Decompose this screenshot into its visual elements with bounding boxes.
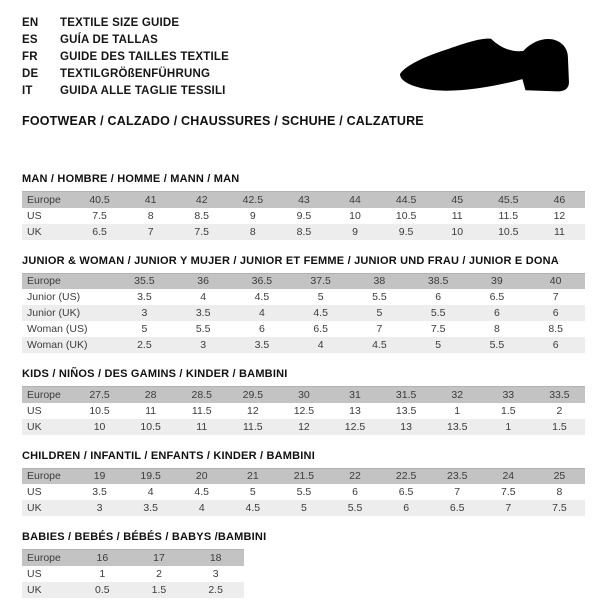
table-row-woman-uk [22, 337, 585, 353]
size-value: 4.5 [372, 339, 387, 351]
size-value: 5.5 [372, 291, 387, 303]
size-value: 0.5 [95, 583, 110, 596]
size-value: 38.5 [427, 275, 449, 288]
language-label: TEXTILE SIZE GUIDE [60, 17, 180, 29]
size-value: 33.5 [549, 388, 570, 401]
size-value: 46 [553, 193, 566, 206]
size-value: 4.5 [254, 291, 270, 303]
size-value: 7.5 [194, 225, 210, 238]
size-value: 5 [249, 486, 256, 498]
size-value: 4 [147, 486, 154, 498]
size-value: 5.5 [347, 502, 363, 514]
size-value: 3.5 [195, 307, 211, 319]
region-label: US [27, 404, 42, 417]
size-value: 8.5 [296, 225, 312, 238]
size-value: 1 [505, 420, 512, 433]
size-value: 4.5 [313, 307, 328, 319]
size-value: 40.5 [89, 193, 110, 206]
size-value: 6 [435, 291, 442, 303]
size-value: 35.5 [134, 275, 155, 288]
size-value: 6.5 [313, 323, 328, 335]
region-label: UK [27, 583, 42, 596]
size-value: 44 [349, 193, 361, 206]
table-title: CHILDREN / INFANTIL / ENFANTS / KINDER / BAMBINI [22, 449, 315, 462]
shoe-icon [400, 33, 572, 95]
size-tables [22, 173, 585, 598]
size-value: 3.5 [137, 291, 152, 303]
size-value: 8.5 [194, 209, 210, 222]
size-value: 10.5 [498, 225, 519, 238]
size-value: 17 [153, 551, 165, 564]
table-row-us [22, 208, 585, 224]
table-row-woman-us [22, 321, 585, 337]
language-label: GUIDA ALLE TAGLIE TESSILI [60, 85, 226, 97]
table-row-europe [22, 550, 244, 566]
table-row-us [22, 403, 585, 419]
size-value: 9 [352, 225, 358, 238]
language-row-en [22, 15, 585, 32]
size-value: 3.5 [254, 339, 270, 351]
table-row-junior-us [22, 289, 585, 305]
size-value: 8.5 [548, 323, 563, 335]
region-label: Europe [27, 551, 61, 564]
size-value: 27.5 [89, 388, 110, 401]
table-row-europe [22, 387, 585, 403]
size-value: 11 [553, 225, 565, 238]
size-value: 5.5 [430, 307, 446, 319]
size-value: 6.5 [92, 225, 107, 238]
region-label: US [27, 567, 42, 580]
region-label: Woman (UK) [27, 339, 88, 351]
size-value: 42 [195, 193, 208, 206]
size-value: 43 [298, 193, 310, 206]
size-value: 8 [556, 486, 563, 498]
region-label: Europe [27, 193, 61, 206]
size-table [22, 549, 244, 598]
size-value: 40 [549, 275, 562, 288]
size-table-section [22, 450, 585, 517]
size-table [22, 386, 585, 435]
size-value: 23.5 [446, 470, 468, 483]
size-value: 5 [435, 339, 442, 351]
size-value: 33 [502, 388, 515, 401]
table-row-europe [22, 273, 585, 289]
language-code: ES [22, 34, 38, 46]
size-value: 8 [147, 209, 154, 222]
size-value: 19 [93, 470, 106, 483]
size-value: 31 [349, 388, 361, 401]
page-header [22, 15, 585, 100]
size-value: 6.5 [449, 502, 465, 514]
size-value: 4.5 [194, 486, 210, 498]
size-value: 1.5 [500, 404, 516, 417]
size-value: 13.5 [446, 420, 468, 433]
table-title: KIDS / NIÑOS / DES GAMINS / KINDER / BAMBINI [22, 368, 288, 380]
size-value: 6 [493, 307, 500, 319]
size-value: 19.5 [140, 470, 161, 483]
language-label: GUÍA DE TALLAS [60, 34, 158, 46]
size-value: 6 [258, 323, 265, 335]
region-label: US [27, 209, 42, 222]
region-label: UK [27, 502, 42, 514]
region-label: Europe [27, 275, 61, 288]
size-value: 10.5 [89, 404, 110, 417]
table-title: BABIES / BEBÉS / BÉBÉS / BABYS /BAMBINI [22, 531, 267, 543]
size-value: 5.5 [296, 486, 312, 498]
size-value: 41 [144, 193, 157, 206]
size-value: 22.5 [395, 470, 417, 483]
size-value: 28.5 [191, 388, 212, 401]
size-value: 5.5 [489, 339, 505, 351]
region-label: Junior (US) [27, 291, 81, 303]
language-code: EN [22, 17, 39, 29]
size-value: 13.5 [395, 404, 417, 417]
size-value: 7 [376, 323, 383, 335]
size-value: 9.5 [398, 225, 414, 238]
size-value: 5 [301, 502, 307, 514]
table-row-europe [22, 192, 585, 208]
region-label: Europe [27, 470, 61, 483]
size-value: 5 [141, 323, 148, 335]
size-value: 7.5 [430, 323, 446, 335]
size-value: 44.5 [395, 193, 417, 206]
size-value: 12.5 [344, 420, 366, 433]
size-value: 4.5 [245, 502, 261, 514]
size-value: 10 [349, 209, 361, 222]
size-value: 31.5 [395, 388, 417, 401]
size-value: 10 [451, 225, 464, 238]
size-value: 9 [249, 209, 256, 222]
size-value: 10.5 [140, 420, 161, 433]
table-row-uk [22, 500, 585, 516]
size-value: 12 [298, 420, 310, 433]
size-value: 45.5 [498, 193, 519, 206]
size-value: 6.5 [398, 486, 414, 498]
size-value: 20 [195, 470, 208, 483]
size-value: 8 [249, 225, 256, 238]
size-value: 13 [400, 420, 412, 433]
size-table [22, 273, 585, 354]
table-row-uk [22, 419, 585, 435]
table-row-us [22, 484, 585, 500]
size-value: 1 [454, 404, 461, 417]
size-value: 45 [451, 193, 464, 206]
size-value: 13 [349, 404, 361, 417]
size-value: 7.5 [500, 486, 516, 498]
size-value: 22 [349, 470, 361, 483]
size-value: 11.5 [498, 209, 519, 222]
category-line: FOOTWEAR / CALZADO / CHAUSSURES / SCHUHE / CALZATURE [22, 114, 424, 128]
size-value: 7.5 [552, 502, 567, 514]
size-value: 5 [317, 291, 324, 303]
size-value: 21 [246, 470, 259, 483]
size-value: 11 [145, 404, 157, 417]
size-value: 2.5 [208, 583, 223, 596]
region-label: Junior (UK) [27, 307, 81, 319]
region-label: UK [27, 225, 42, 238]
size-value: 42.5 [242, 193, 264, 206]
size-value: 6 [352, 486, 358, 498]
size-value: 38 [373, 275, 386, 288]
size-value: 5 [376, 307, 383, 319]
size-value: 6.5 [489, 291, 505, 303]
size-value: 2.5 [137, 339, 152, 351]
size-value: 7 [454, 486, 461, 498]
table-row-europe [22, 468, 585, 484]
size-value: 10 [93, 420, 106, 433]
size-value: 21.5 [293, 470, 315, 483]
size-value: 11.5 [242, 420, 263, 433]
language-code: FR [22, 51, 38, 63]
size-value: 3 [96, 502, 103, 514]
size-value: 39 [491, 275, 503, 288]
region-label: UK [27, 420, 42, 433]
size-value: 6 [552, 307, 559, 319]
language-code: IT [22, 85, 33, 97]
table-row-uk [22, 224, 585, 240]
table-title: MAN / HOMBRE / HOMME / MANN / MAN [22, 173, 240, 185]
size-value: 3.5 [92, 486, 107, 498]
table-row-uk [22, 582, 244, 598]
size-value: 11 [196, 420, 208, 433]
language-label: GUIDE DES TAILLES TEXTILE [60, 51, 229, 63]
size-value: 4 [200, 291, 207, 303]
size-value: 30 [298, 388, 310, 401]
size-value: 2 [556, 404, 563, 417]
size-value: 10.5 [395, 209, 417, 222]
size-value: 3.5 [143, 502, 158, 514]
size-value: 1 [99, 567, 106, 580]
size-value: 11.5 [191, 404, 212, 417]
size-value: 12 [246, 404, 259, 417]
size-value: 18 [209, 551, 222, 564]
size-value: 4 [258, 307, 265, 319]
size-value: 1.5 [552, 420, 567, 433]
size-table-section [22, 255, 585, 354]
table-row-junior-uk [22, 305, 585, 321]
size-value: 3 [212, 567, 219, 580]
region-label: Europe [27, 388, 61, 401]
size-value: 8 [493, 323, 500, 335]
region-label: US [27, 486, 42, 498]
size-table-section [22, 173, 585, 240]
table-row-us [22, 566, 244, 582]
size-value: 9.5 [296, 209, 312, 222]
size-value: 37.5 [310, 275, 331, 288]
size-value: 12 [553, 209, 566, 222]
size-value: 6 [403, 502, 410, 514]
size-value: 7 [505, 502, 512, 514]
size-value: 36.5 [251, 275, 273, 288]
size-table [22, 191, 585, 240]
size-value: 7 [552, 291, 559, 303]
size-value: 5.5 [195, 323, 211, 335]
size-table-section [22, 531, 585, 598]
language-label: TEXTILGRÖßENFÜHRUNG [60, 68, 211, 80]
size-value: 29.5 [242, 388, 264, 401]
size-value: 28 [144, 388, 157, 401]
language-code: DE [22, 68, 39, 80]
size-value: 3 [141, 307, 148, 319]
size-value: 7 [147, 225, 154, 238]
size-value: 32 [451, 388, 464, 401]
size-table [22, 468, 585, 517]
size-value: 36 [197, 275, 209, 288]
table-title: JUNIOR & WOMAN / JUNIOR Y MUJER / JUNIOR ET FEMME / JUNIOR UND FRAU / JUNIOR E DONA [22, 254, 559, 267]
size-table-section [22, 368, 585, 435]
size-value: 24 [502, 470, 515, 483]
region-label: Woman (US) [27, 323, 88, 335]
size-value: 7.5 [92, 209, 107, 222]
size-value: 4 [317, 339, 324, 351]
size-value: 3 [200, 339, 207, 351]
size-value: 2 [156, 567, 162, 580]
size-value: 1.5 [151, 583, 167, 596]
size-value: 25 [553, 470, 566, 483]
size-value: 11 [451, 209, 463, 222]
size-value: 12.5 [293, 404, 315, 417]
size-value: 6 [552, 339, 559, 351]
size-value: 4 [198, 502, 205, 514]
size-value: 16 [96, 551, 109, 564]
